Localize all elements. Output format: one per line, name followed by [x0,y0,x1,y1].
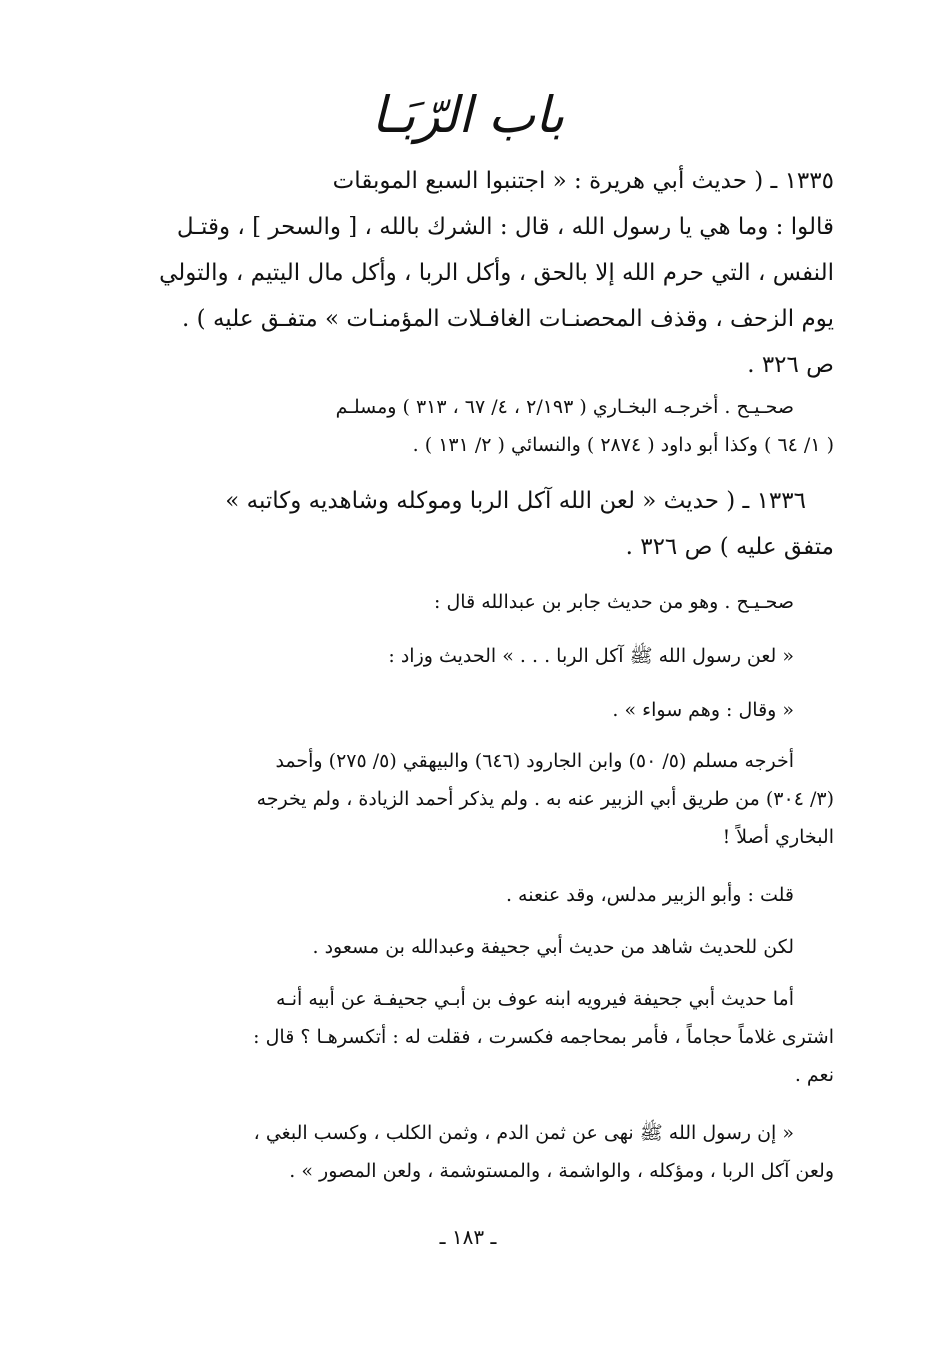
hadith-1335-line: ص ٣٢٦ . [747,352,834,378]
hadith-1335-line: النفس ، التي حرم الله إلا بالحق ، وأكل الربا ، وأكل مال اليتيم ، والتولي [159,260,834,286]
hadith-1335 [140,158,834,388]
grade-line: صحـيـح . وهو من حديث جابر بن عبدالله قال : [434,591,794,613]
lakin-paragraph [140,928,834,966]
hadith-1336-line: ١٣٣٦ ـ ( حديث « لعن الله آكل الربا وموكله وشاهديه وكاتبه » [225,488,806,514]
quote-line: « إن رسول الله ﷺ نهى عن ثمن الدم ، وثمن الكلب ، وكسب البغي ، [253,1122,794,1144]
abu-juhayfa-line: أما حديث أبي جحيفة فيرويه ابنه عوف بن أبـي جحيفـة عن أبيه أنـه [275,988,794,1010]
quote-line: ولعن آكل الربا ، ومؤكله ، والواشمة ، والمستوشمة ، ولعن المصور » . [289,1160,834,1182]
hadith-1335-line: قالوا : وما هي يا رسول الله ، قال : الشرك بالله ، [ والسحر ] ، وقتـل [176,214,834,240]
hadith-1336-grade [140,583,834,729]
abu-juhayfa-line: اشترى غلاماً حجاماً ، فأمر بمحاجمه فكسرت ، فقلت له : أتكسرهـا ؟ قال : [253,1026,834,1048]
quote-paragraph [140,1114,834,1190]
takhrij-line: (٣/ ٣٠٤) من طريق أبي الزبير عنه به . ولم يذكر أحمد الزيادة ، ولم يخرجه [256,788,834,810]
qultu-paragraph [140,876,834,914]
hadith-1335-line: يوم الزحف ، وقذف المحصنـات الغافـلات المؤمنـات » متفـق عليه ) . [182,306,834,332]
takhrij-line: البخاري أصلاً ! [722,826,834,848]
lakin-line: لكن للحديث شاهد من حديث أبي جحيفة وعبدالله بن مسعود . [312,936,794,958]
hadith-1335-grade [140,388,834,464]
page-number: ـ ١٨٣ ـ [439,1225,497,1249]
chapter-title: باب الرّبَـا [371,86,565,144]
grade-line: « وقال : وهم سواء » . [612,699,794,721]
takhrij-paragraph [140,742,834,856]
takhrij-line: أخرجه مسلم (٥/ ٥٠) وابن الجارود (٦٤٦) والبيهقي (٥/ ٢٧٥) وأحمد [275,750,794,772]
abu-juhayfa-line: نعم . [794,1064,834,1086]
qultu-line: قلت : وأبو الزبير مدلس، وقد عنعنه . [505,884,794,906]
grade-line: صحـيـح . أخرجـه البخـاري ( ٢/١٩٣ ، ٤/ ٦٧ ، ٣١٣ ) ومسلـم [335,396,794,418]
hadith-1335-line: ١٣٣٥ ـ ( حديث أبي هريرة : « اجتنبوا السبع الموبقات [332,168,834,194]
grade-line: ( ١/ ٦٤ ) وكذا أبو داود ( ٢٨٧٤ ) والنسائي ( ٢/ ١٣١ ) . [412,434,834,456]
hadith-1336-line: متفق عليه ) ص ٣٢٦ . [625,534,834,560]
hadith-1336 [140,478,834,570]
grade-line: « لعن رسول الله ﷺ آكل الربا . . . » الحديث وزاد : [388,645,794,667]
abu-juhayfa-paragraph [140,980,834,1094]
